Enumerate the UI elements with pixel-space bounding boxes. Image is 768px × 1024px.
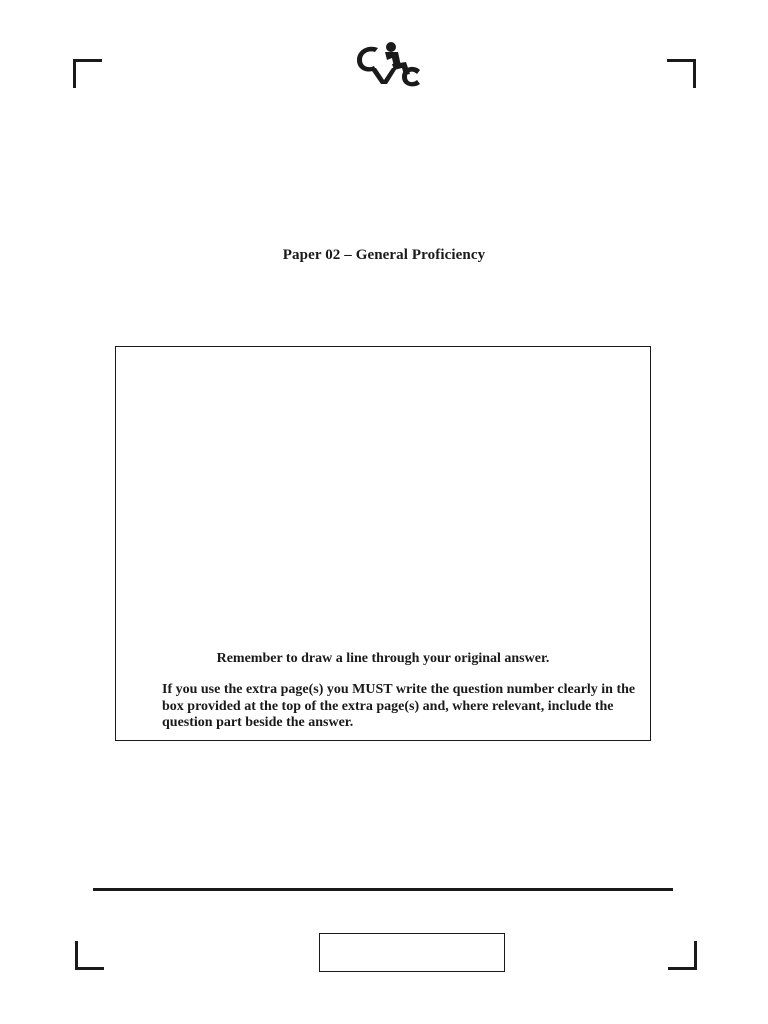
extra-pages-instruction: If you use the extra page(s) you MUST write the question number clearly in the box provided at the top of the extra page(s) and, where relevant, include the question part beside the answer.	[162, 682, 636, 730]
paper-title: Paper 02 – General Proficiency	[282, 247, 486, 263]
instruction-box	[115, 346, 651, 741]
crop-mark-top-right	[667, 59, 696, 88]
cxc-logo-icon	[354, 40, 424, 90]
footer-rule	[93, 888, 673, 891]
crop-mark-top-left	[73, 59, 102, 88]
page-number-box	[319, 933, 505, 972]
crop-mark-bottom-left	[75, 941, 104, 970]
reminder-text: Remember to draw a line through your original answer.	[216, 651, 550, 666]
crop-mark-bottom-right	[668, 941, 697, 970]
